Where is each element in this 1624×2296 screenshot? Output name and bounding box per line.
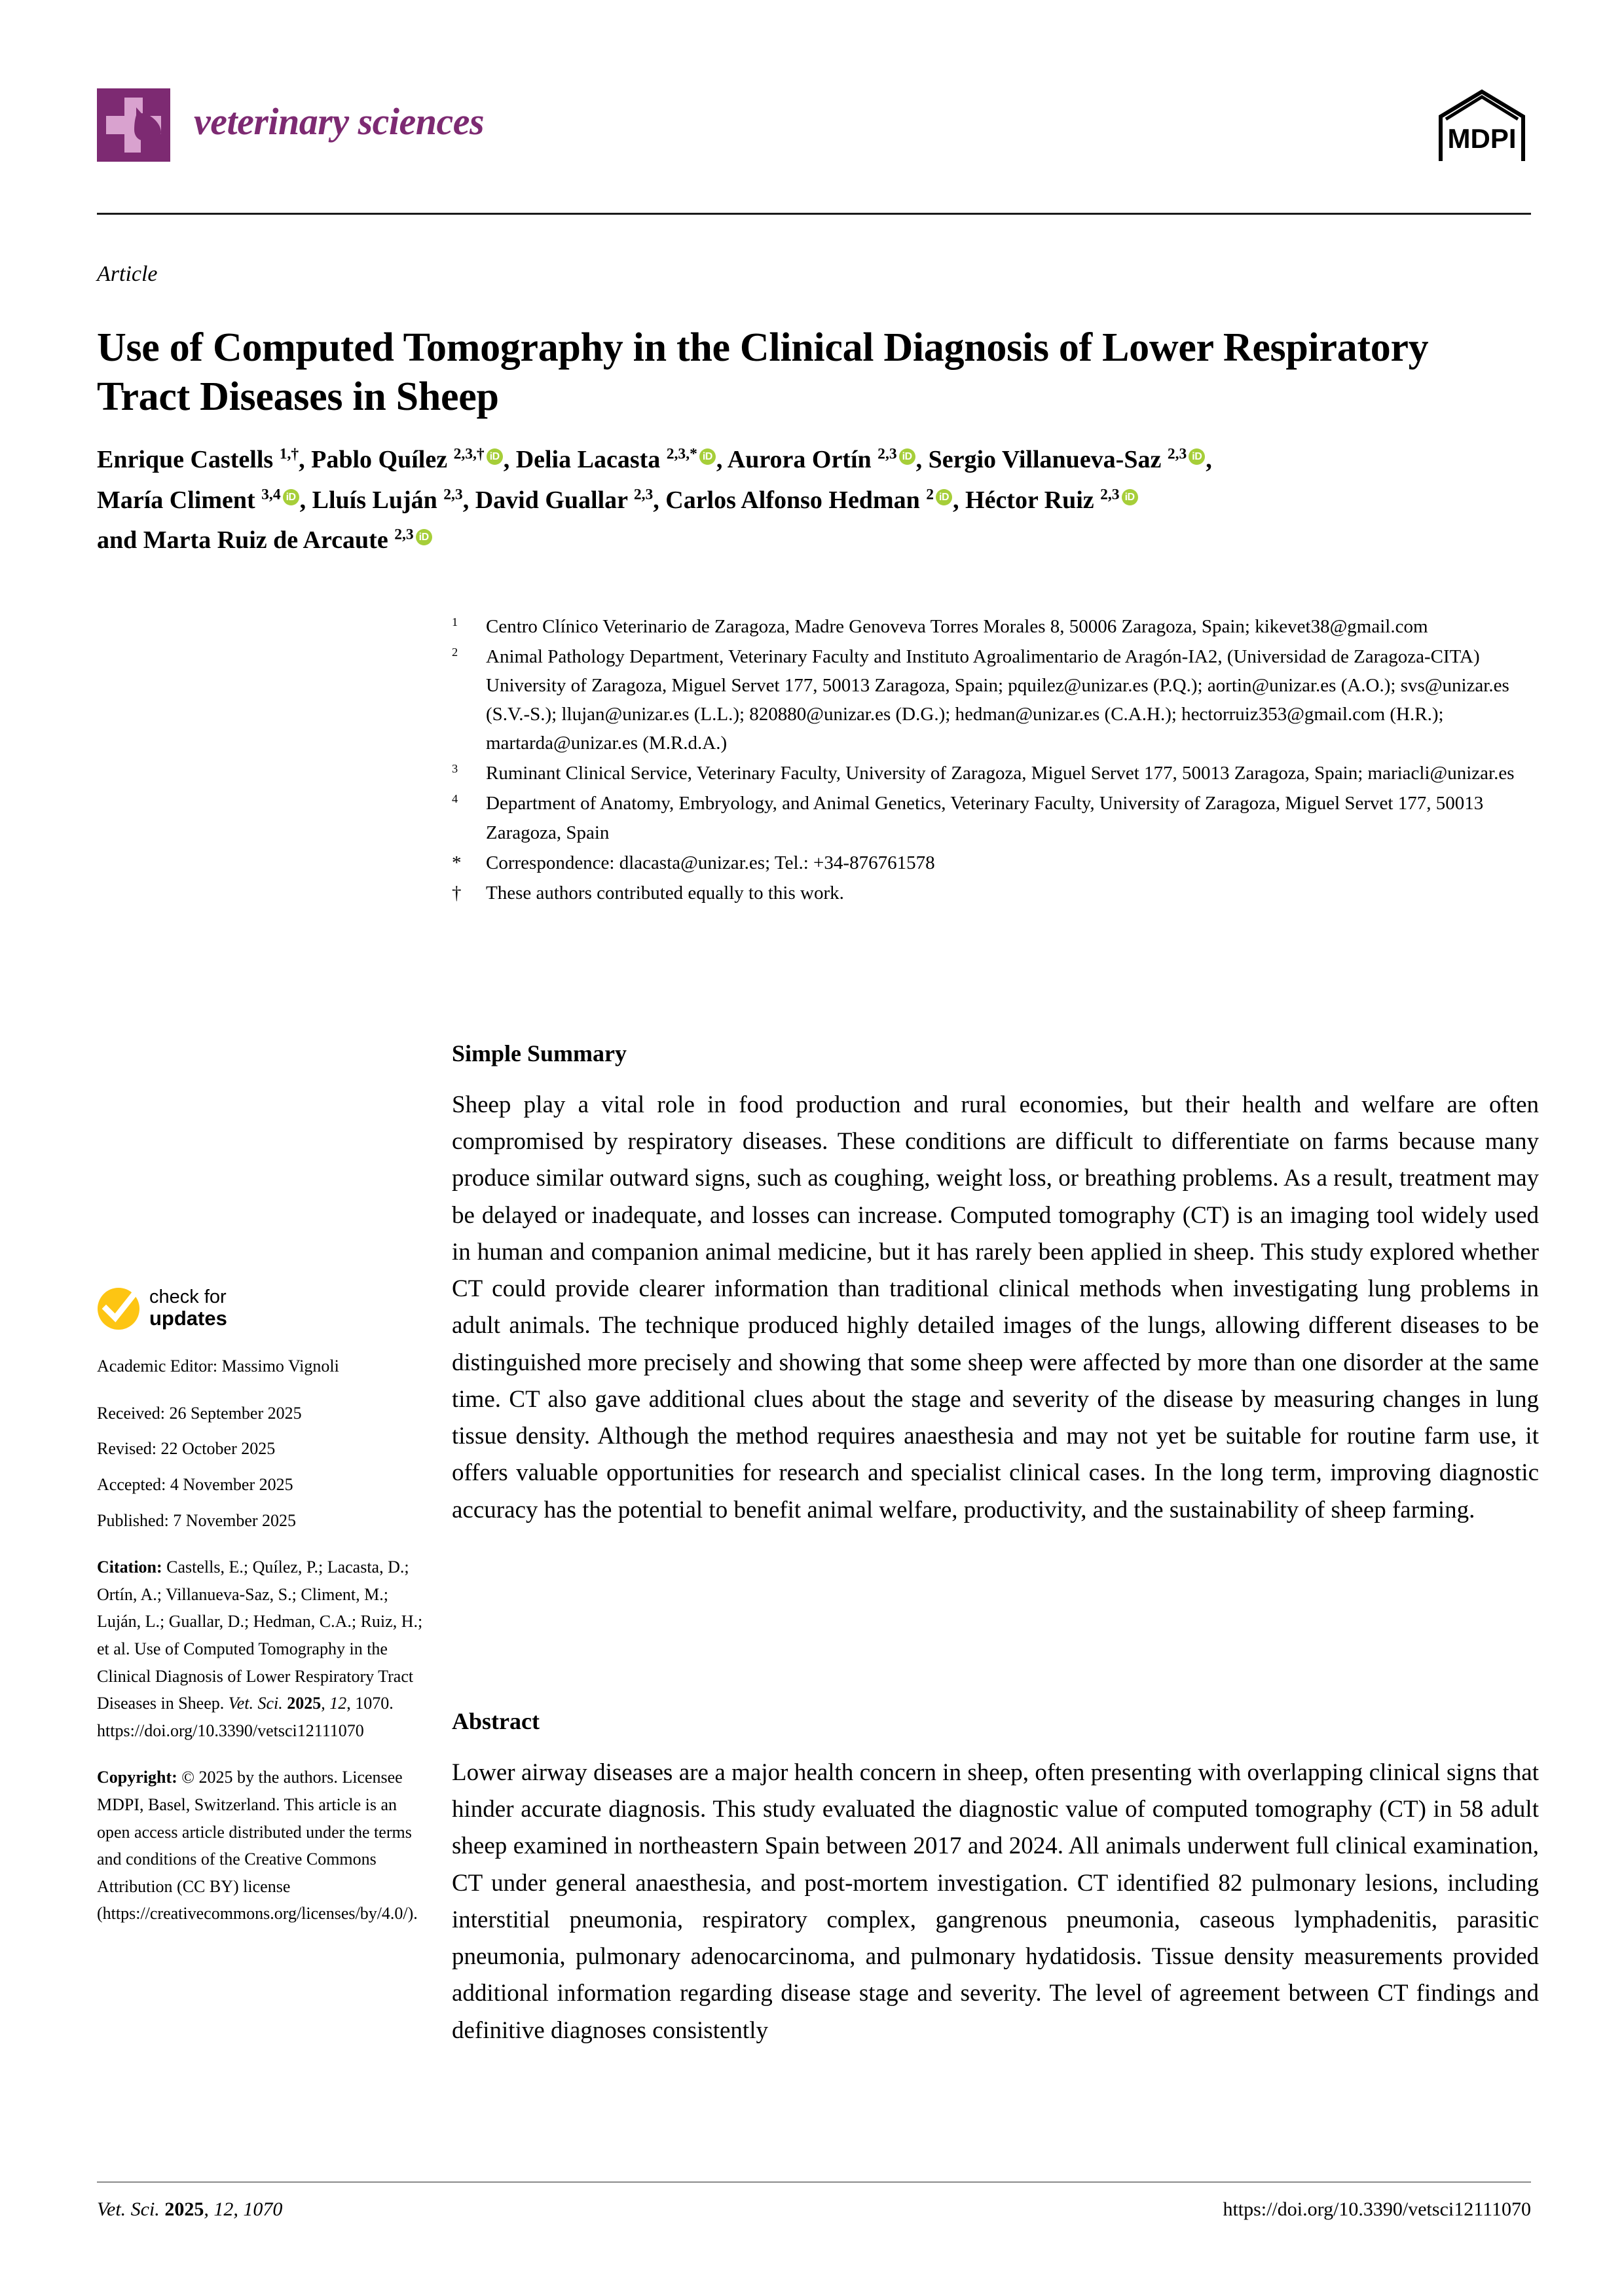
affiliation-marker: 1 — [452, 615, 458, 629]
affiliation-row — [452, 789, 1539, 847]
affiliation-row — [452, 879, 1539, 907]
affiliation-marker: 2 — [452, 646, 458, 659]
author-separator: , — [1206, 446, 1212, 473]
publication-date-line: Received: 26 September 2025 — [97, 1403, 302, 1423]
author-affiliation-marker: 2,3,† — [453, 445, 485, 463]
author-affiliation-marker: 2 — [926, 485, 934, 503]
copyright-block — [97, 1764, 428, 1927]
article-type-label: Article — [97, 262, 158, 286]
footer-divider — [97, 2181, 1531, 2183]
author-name: Delia Lacasta — [515, 446, 667, 473]
article-metadata-sidebar — [97, 1286, 428, 1947]
simple-summary-heading: Simple Summary — [452, 1040, 627, 1066]
affiliation-text: Correspondence: dlacasta@unizar.es; Tel.: +34-876761578 — [486, 852, 935, 873]
academic-editor-text: Academic Editor: Massimo Vignoli — [97, 1357, 339, 1376]
affiliation-row — [452, 848, 1539, 877]
footer-volume-page: , 12, 1070 — [204, 2198, 283, 2220]
author-name: Lluís Luján — [312, 486, 444, 514]
orcid-icon[interactable]: iD — [416, 529, 432, 545]
author-affiliation-marker: 2,3 — [1100, 485, 1120, 503]
footer-doi-link[interactable]: https://doi.org/10.3390/vetsci12111070 — [1223, 2198, 1531, 2220]
header-divider — [97, 213, 1531, 215]
author-name: and Marta Ruiz de Arcaute — [97, 526, 395, 555]
orcid-icon[interactable]: iD — [1122, 489, 1138, 505]
veterinary-sciences-logo-icon — [97, 88, 170, 162]
author-affiliation-marker: 2,3 — [633, 485, 654, 503]
copyright-label: Copyright: — [97, 1768, 177, 1787]
affiliation-marker: 4 — [452, 792, 458, 806]
author-affiliation-marker: 3,4 — [261, 485, 281, 503]
affiliation-row — [452, 612, 1539, 641]
journal-name: veterinary sciences — [194, 100, 485, 143]
author-name: Pablo Quílez — [311, 446, 454, 473]
citation-rest: , 1070. https://doi.org/10.3390/vetsci12111070 — [97, 1694, 394, 1740]
page-title: Use of Computed Tomography in the Clinical Diagnosis of Lower Respiratory Tract Diseases in Sheep — [97, 325, 1429, 420]
author-separator: , — [953, 486, 966, 514]
publication-dates — [97, 1400, 428, 1534]
citation-journal: Vet. Sci. — [228, 1694, 283, 1713]
author-name: María Climent — [97, 486, 262, 514]
citation-year: 2025 — [287, 1694, 322, 1713]
affiliation-text: These authors contributed equally to this work. — [486, 882, 844, 903]
orcid-icon[interactable]: iD — [899, 448, 915, 465]
footer-year: 2025 — [164, 2198, 204, 2220]
svg-text:MDPI: MDPI — [1447, 123, 1517, 154]
footer-journal: Vet. Sci. — [97, 2198, 160, 2220]
orcid-icon[interactable]: iD — [936, 489, 952, 505]
author-separator: , — [503, 446, 516, 473]
footer-citation — [97, 2198, 282, 2221]
simple-summary-body: Sheep play a vital role in food production and rural economies, but their health and welfare are often compromised by respiratory diseases. These conditions are difficult to differentiate on farms because many produce similar outward signs, such as coughing, weight loss, or breathing problems. As a result, treatment may be delayed or inadequate, and losses can increase. Computed tomography (CT) is an imaging tool widely used in human and companion animal medicine, but it has rarely been applied in sheep. This study explored whether CT could provide clearer information than traditional clinical methods when investigating lung problems in adult animals. The technique produced highly detailed images of the lungs, allowing different diseases to be distinguished more precisely and showing that some sheep were affected by more than one disorder at the same time. CT also gave additional clues about the stage and severity of the disease by measuring changes in lung tissue density. Although the method requires anaesthesia and may not yet be suitable for routine farm use, it offers valuable opportunities for research and specialist clinical cases. In the long term, improving diagnostic accuracy has the potential to benefit animal welfare, productivity, and the sustainability of sheep farming. — [452, 1091, 1539, 1523]
affiliation-text: Ruminant Clinical Service, Veterinary Faculty, University of Zaragoza, Miguel Servet 177, 50013 Zaragoza, Spain; mariacli@unizar.es — [486, 763, 1515, 784]
author-affiliation-marker: 2,3 — [1167, 445, 1187, 463]
author-name: Enrique Castells — [97, 446, 280, 473]
publication-date-line: Revised: 22 October 2025 — [97, 1439, 276, 1459]
mdpi-logo-icon — [1433, 88, 1531, 164]
page-header — [97, 85, 1531, 167]
author-line-1 — [97, 440, 1534, 481]
citation-label: Citation: — [97, 1558, 162, 1577]
affiliation-marker: * — [452, 852, 462, 873]
orcid-icon[interactable]: iD — [1189, 448, 1205, 465]
publication-date-line: Published: 7 November 2025 — [97, 1510, 297, 1530]
author-affiliation-marker: 1,† — [279, 445, 299, 463]
affiliation-row — [452, 759, 1539, 788]
orcid-icon[interactable]: iD — [487, 448, 503, 465]
author-separator: , — [462, 486, 475, 514]
abstract-body: Lower airway diseases are a major health concern in sheep, often presenting with overlapping clinical signs that hinder accurate diagnosis. This study evaluated the diagnostic value of computed tomography (CT) in 58 adult sheep examined in northeastern Spain between 2017 and 2024. All animals underwent full clinical examination, CT under general anaesthesia, and post-mortem investigation. CT identified 82 pulmonary lesions, including interstitial pneumonia, respiratory complex, gangrenous pneumonia, caseous lymphadenitis, parasitic pneumonia, pulmonary adenocarcinoma, and pulmonary hydatidosis. Tissue density measurements provided additional information regarding disease stage and severity. The level of agreement between CT findings and definitive diagnoses consistently — [452, 1759, 1539, 2044]
affiliation-marker: † — [452, 882, 462, 903]
author-name: David Guallar — [475, 486, 634, 514]
author-name: Aurora Ortín — [727, 446, 878, 473]
check-for-updates-line2: updates — [149, 1307, 227, 1330]
check-for-updates-line1: check for — [149, 1286, 227, 1307]
academic-editor — [97, 1353, 428, 1380]
author-separator: , — [915, 446, 929, 473]
author-name: Héctor Ruiz — [965, 486, 1101, 514]
author-affiliation-marker: 2,3 — [443, 485, 463, 503]
author-separator: , — [653, 486, 666, 514]
author-separator: , — [716, 446, 728, 473]
orcid-icon[interactable]: iD — [283, 489, 299, 505]
citation-authors-title: Castells, E.; Quílez, P.; Lacasta, D.; Ortín, A.; Villanueva-Saz, S.; Climent, M.; Luján, L.; Guallar, D.; Hedman, C.A.; Ruiz, H.; et al. Use of Computed Tomography in the Clinical Diagnosis of Lower Respiratory Tract Diseases in Sheep. — [97, 1558, 423, 1713]
affiliation-list — [452, 612, 1539, 909]
citation-block — [97, 1554, 428, 1744]
author-separator: , — [299, 446, 312, 473]
orcid-icon[interactable]: iD — [699, 448, 716, 465]
publication-date-line: Accepted: 4 November 2025 — [97, 1474, 293, 1494]
affiliation-text: Centro Clínico Veterinario de Zaragoza, Madre Genoveva Torres Morales 8, 50006 Zaragoza, Spain; kikevet38@gmail.com — [486, 616, 1428, 637]
citation-volume-sep: , — [321, 1694, 330, 1713]
author-line-2 — [97, 481, 1534, 521]
cat-head-icon — [123, 106, 164, 162]
copyright-text: © 2025 by the authors. Licensee MDPI, Basel, Switzerland. This article is an open access article distributed under the terms and conditions of the Creative Commons Attribution (CC BY) license (https://creativecommons.org/licenses/by/4.0/). — [97, 1768, 418, 1923]
author-name: Sergio Villanueva-Saz — [928, 446, 1168, 473]
author-affiliation-marker: 2,3,* — [666, 445, 697, 463]
affiliation-marker: 3 — [452, 762, 458, 776]
author-name: Carlos Alfonso Hedman — [665, 486, 927, 514]
affiliation-text: Animal Pathology Department, Veterinary Faculty and Instituto Agroalimentario de Aragón-IA2, (Universidad de Zaragoza-CITA) University of Zaragoza, Miguel Servet 177, 50013 Zaragoza, Spain; pquilez@unizar.es (P.Q.); aortin@unizar.es (A.O.); svs@unizar.es (S.V.-S.); llujan@unizar.es (L.L.); 820880@unizar.es (D.G.); hedman@unizar.es (C.A.H.); hectorruiz353@gmail.com (H.R.); martarda@unizar.es (M.R.d.A.) — [486, 646, 1509, 754]
author-line-3 — [97, 520, 1534, 561]
abstract-heading: Abstract — [452, 1708, 540, 1734]
author-affiliation-marker: 2,3 — [877, 445, 897, 463]
affiliation-row — [452, 642, 1539, 757]
crossmark-check-icon — [97, 1287, 140, 1330]
affiliation-text: Department of Anatomy, Embryology, and Animal Genetics, Veterinary Faculty, University of Zaragoza, Miguel Servet 177, 50013 Zaragoza, Spain — [486, 793, 1484, 843]
check-for-updates-badge[interactable] — [97, 1286, 428, 1330]
author-separator: , — [299, 486, 312, 514]
citation-volume: 12 — [329, 1694, 347, 1713]
author-affiliation-marker: 2,3 — [394, 526, 414, 543]
author-list — [97, 440, 1534, 561]
